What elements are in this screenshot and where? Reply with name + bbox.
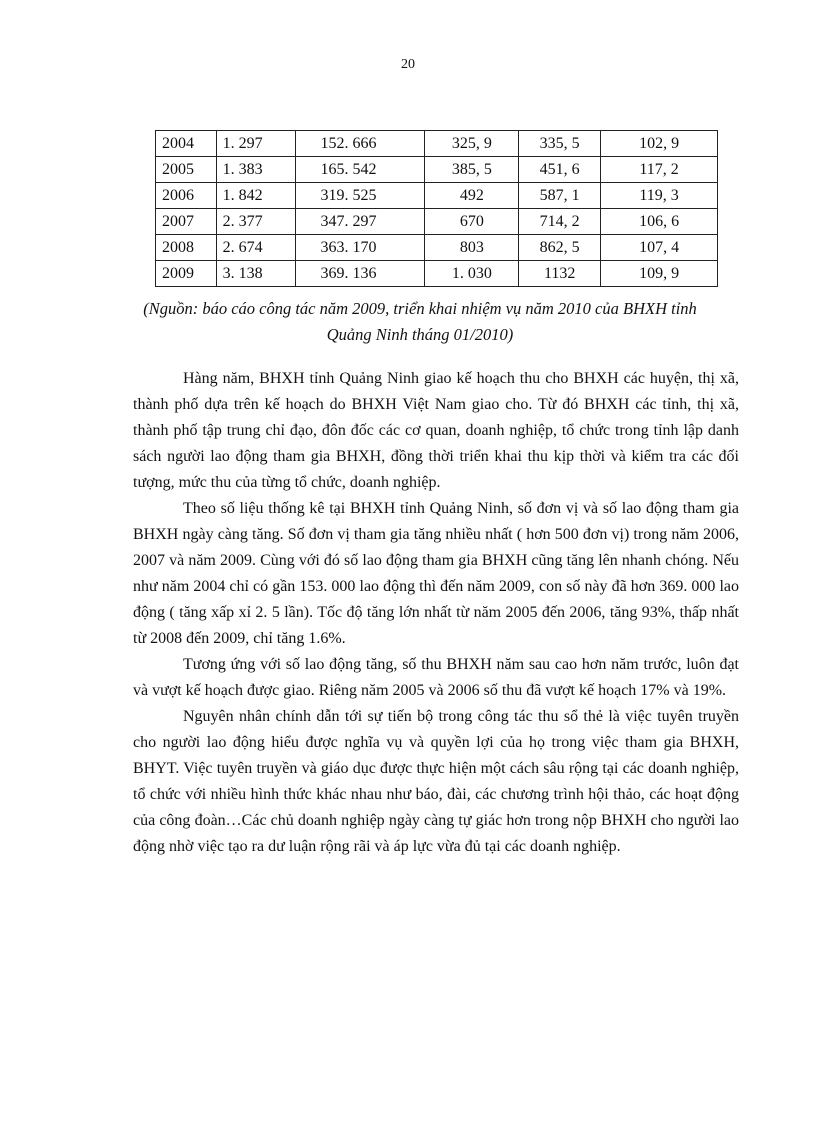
paragraph: Nguyên nhân chính dẫn tới sự tiến bộ trong công tác thu sổ thẻ là việc tuyên truyền cho người lao động hiểu được nghĩa vụ và quyền lợi của họ trong việc tham gia BHXH, BHYT. Việc tuyên truyền và giáo dục được thực hiện một cách sâu rộng tại các doanh nghiệp, tổ chức với nhiều hình thức khác nhau như báo, đài, các chương trình hội thảo, các hoạt động của công đoàn…Các chủ doanh nghiệp ngày càng tự giác hơn trong nộp BHXH cho người lao động nhờ việc tạo ra dư luận rộng rãi và áp lực vừa đủ tại các doanh nghiệp.	[133, 708, 739, 855]
table-row	[156, 209, 718, 235]
table-cell: 106, 6	[601, 209, 718, 235]
table-cell: 1. 842	[216, 183, 296, 209]
table-cell: 165. 542	[296, 157, 425, 183]
table-cell: 117, 2	[601, 157, 718, 183]
table-cell: 1. 030	[425, 261, 519, 287]
table-cell: 492	[425, 183, 519, 209]
table-cell: 109, 9	[601, 261, 718, 287]
table-row	[156, 183, 718, 209]
table-cell: 102, 9	[601, 131, 718, 157]
table-cell: 2. 674	[216, 235, 296, 261]
paragraph: Hàng năm, BHXH tỉnh Quảng Ninh giao kế hoạch thu cho BHXH các huyện, thị xã, thành phố dựa trên kế hoạch do BHXH Việt Nam giao cho. Từ đó BHXH các tỉnh, thị xã, thành phố tập trung chỉ đạo, đôn đốc các cơ quan, doanh nghiệp, tổ chức trong tỉnh lập danh sách người lao động tham gia BHXH, đồng thời triển khai thu kịp thời và kiểm tra các đối tượng, mức thu của từng tổ chức, doanh nghiệp.	[133, 370, 739, 491]
table-cell: 119, 3	[601, 183, 718, 209]
table-cell: 363. 170	[296, 235, 425, 261]
table-cell: 2007	[156, 209, 217, 235]
table-row	[156, 157, 718, 183]
table-cell: 2009	[156, 261, 217, 287]
table-cell: 325, 9	[425, 131, 519, 157]
table-cell: 2008	[156, 235, 217, 261]
statistics-table	[155, 130, 718, 287]
table-cell: 670	[425, 209, 519, 235]
table-cell: 2. 377	[216, 209, 296, 235]
table-cell: 1. 297	[216, 131, 296, 157]
table-cell: 2004	[156, 131, 217, 157]
table-cell: 2006	[156, 183, 217, 209]
table-cell: 714, 2	[519, 209, 601, 235]
table-cell: 1. 383	[216, 157, 296, 183]
table-cell: 862, 5	[519, 235, 601, 261]
table-cell: 587, 1	[519, 183, 601, 209]
table-cell: 803	[425, 235, 519, 261]
table-source-note: (Nguồn: báo cáo công tác năm 2009, triển khai nhiệm vụ năm 2010 của BHXH tỉnh Quảng Ninh tháng 01/2010)	[143, 299, 697, 344]
table-cell: 451, 6	[519, 157, 601, 183]
table-cell: 3. 138	[216, 261, 296, 287]
table-cell: 347. 297	[296, 209, 425, 235]
table-row	[156, 235, 718, 261]
paragraph: Tương ứng với số lao động tăng, số thu BHXH năm sau cao hơn năm trước, luôn đạt và vượt kế hoạch được giao. Riêng năm 2005 và 2006 số thu đã vượt kế hoạch 17% và 19%.	[133, 656, 739, 699]
body-text	[133, 366, 739, 860]
table-cell: 319. 525	[296, 183, 425, 209]
table-cell: 369. 136	[296, 261, 425, 287]
table-cell: 335, 5	[519, 131, 601, 157]
table-row	[156, 131, 718, 157]
table-cell: 2005	[156, 157, 217, 183]
paragraph: Theo số liệu thống kê tại BHXH tỉnh Quảng Ninh, số đơn vị và số lao động tham gia BHXH ngày càng tăng. Số đơn vị tham gia tăng nhiều nhất ( hơn 500 đơn vị) trong năm 2006, 2007 và năm 2009. Cùng với đó số lao động tham gia BHXH cũng tăng lên nhanh chóng. Nếu như năm 2004 chỉ có gần 153. 000 lao động thì đến năm 2009, con số này đã hơn 369. 000 lao động ( tăng xấp xỉ 2. 5 lần). Tốc độ tăng lớn nhất từ năm 2005 đến 2006, tăng 93%, thấp nhất từ 2008 đến 2009, chỉ tăng 1.6%.	[133, 500, 739, 647]
page-number: 20	[401, 57, 415, 72]
table-cell: 385, 5	[425, 157, 519, 183]
table-cell: 1132	[519, 261, 601, 287]
table-row	[156, 261, 718, 287]
table-cell: 107, 4	[601, 235, 718, 261]
table-cell: 152. 666	[296, 131, 425, 157]
